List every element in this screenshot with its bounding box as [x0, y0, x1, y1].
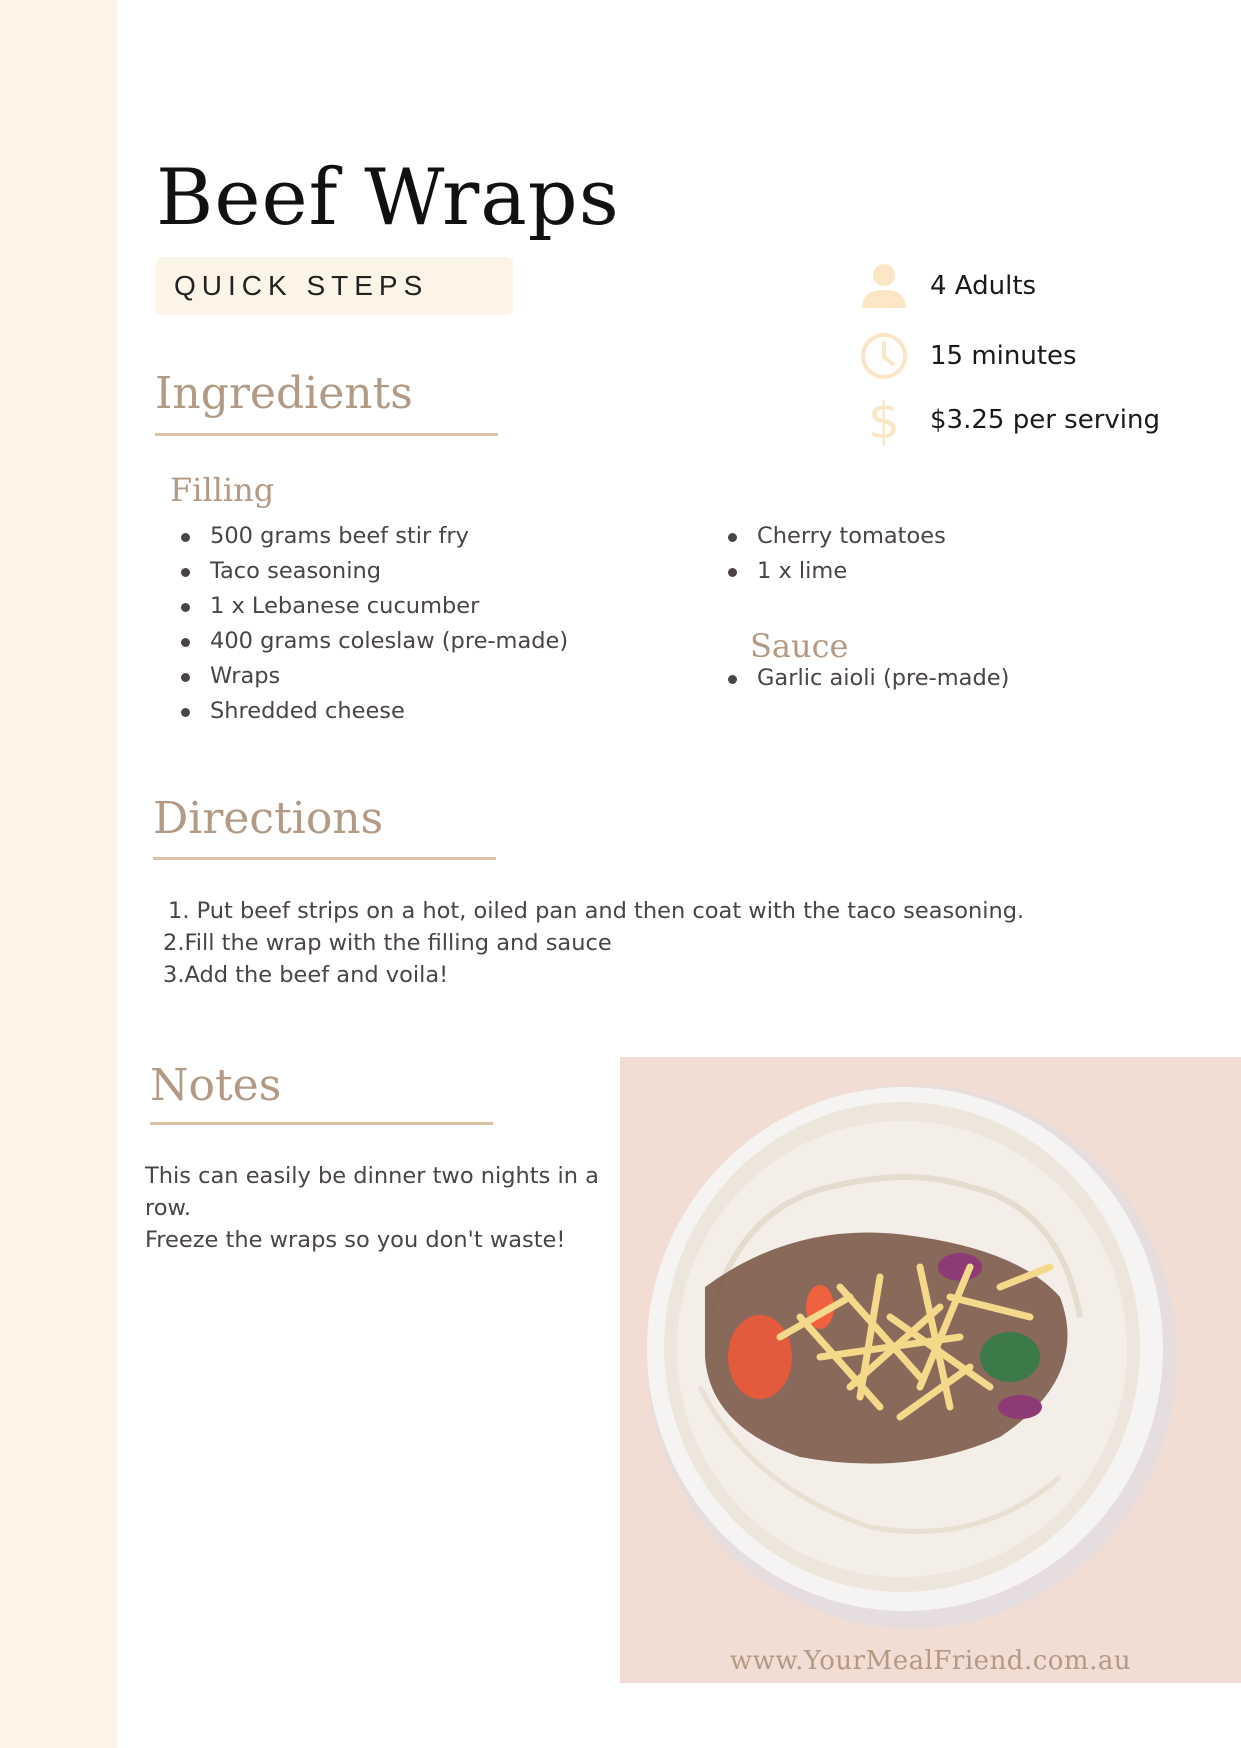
list-item: 1 x Lebanese cucumber	[181, 589, 568, 624]
list-item: Cherry tomatoes	[728, 519, 946, 554]
clock-icon	[858, 330, 910, 382]
list-item: Wraps	[181, 659, 568, 694]
list-item: 1 x lime	[728, 554, 946, 589]
list-item: Shredded cheese	[181, 694, 568, 729]
ingredients-rule	[155, 433, 498, 436]
notes-heading: Notes	[150, 1060, 282, 1111]
list-item: 500 grams beef stir fry	[181, 519, 568, 554]
notes-rule	[150, 1122, 493, 1125]
list-item: Garlic aioli (pre-made)	[728, 661, 1009, 696]
cost-text: $3.25 per serving	[930, 405, 1160, 435]
filling-heading: Filling	[170, 471, 275, 509]
ingredients-heading: Ingredients	[155, 368, 413, 419]
servings-text: 4 Adults	[930, 271, 1037, 301]
cost-row	[858, 392, 1160, 448]
sauce-list	[728, 661, 1009, 696]
side-band	[0, 0, 117, 1748]
quick-steps-badge: QUICK STEPS	[156, 257, 513, 315]
list-item: 400 grams coleslaw (pre-made)	[181, 624, 568, 659]
sauce-heading: Sauce	[750, 627, 849, 665]
wrap-on-plate-illustration	[620, 1057, 1241, 1683]
direction-step: 2.Fill the wrap with the filling and sauce	[163, 930, 612, 956]
svg-text:$: $	[868, 394, 900, 446]
directions-heading: Directions	[153, 793, 384, 844]
filling-list-left	[181, 519, 568, 729]
recipe-title: Beef Wraps	[156, 153, 620, 243]
notes-text	[145, 1160, 615, 1256]
direction-step: 1. Put beef strips on a hot, oiled pan and then coat with the taco seasoning.	[168, 898, 1025, 924]
direction-step: 3.Add the beef and voila!	[163, 962, 449, 988]
servings-row	[858, 258, 1037, 314]
person-icon	[858, 260, 910, 312]
food-photo	[620, 1057, 1241, 1683]
time-text: 15 minutes	[930, 341, 1077, 371]
time-row	[858, 328, 1077, 384]
dollar-icon	[858, 394, 910, 446]
filling-list-right	[728, 519, 946, 589]
list-item: Taco seasoning	[181, 554, 568, 589]
directions-list	[163, 895, 1025, 991]
website-url[interactable]: www.YourMealFriend.com.au	[729, 1646, 1132, 1676]
notes-line: This can easily be dinner two nights in a row.	[145, 1163, 599, 1221]
notes-line: Freeze the wraps so you don't waste!	[145, 1227, 566, 1253]
directions-rule	[153, 857, 496, 860]
